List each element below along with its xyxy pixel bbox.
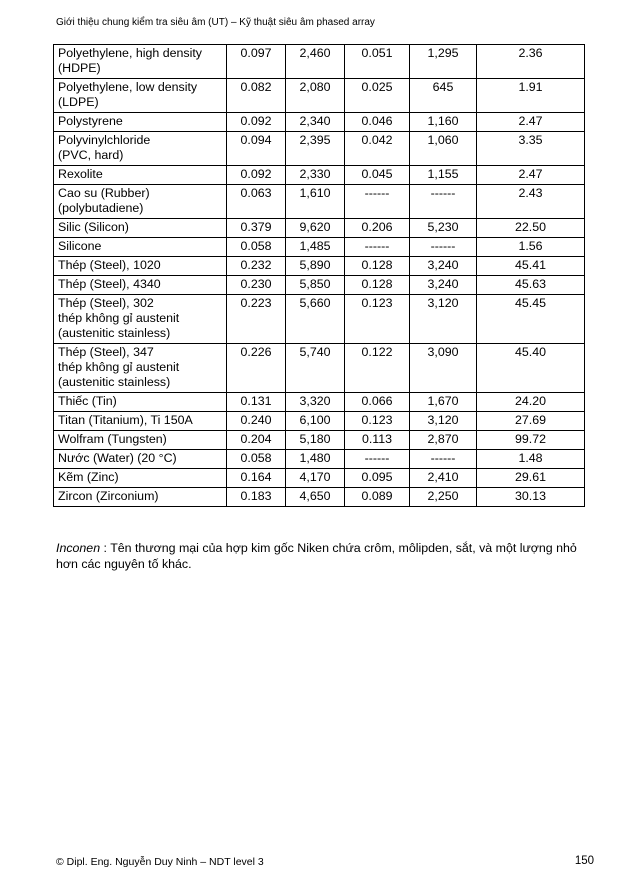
value-cell: 0.226 [227, 344, 286, 393]
value-cell: 2,340 [286, 113, 345, 132]
value-cell: 0.092 [227, 166, 286, 185]
value-cell: 0.095 [345, 469, 410, 488]
value-cell: 1,485 [286, 238, 345, 257]
value-cell: ------ [345, 238, 410, 257]
value-cell: 2,395 [286, 132, 345, 166]
table-row [54, 450, 585, 469]
value-cell: 2.43 [477, 185, 585, 219]
value-cell: 2,330 [286, 166, 345, 185]
table-row [54, 412, 585, 431]
value-cell: 3,240 [410, 257, 477, 276]
value-cell: 0.379 [227, 219, 286, 238]
value-cell: 645 [410, 79, 477, 113]
value-cell: 3,240 [410, 276, 477, 295]
table-row [54, 344, 585, 393]
value-cell: 30.13 [477, 488, 585, 507]
value-cell: 1,160 [410, 113, 477, 132]
value-cell: 0.240 [227, 412, 286, 431]
material-name-cell: Wolfram (Tungsten) [54, 431, 227, 450]
value-cell: 1,610 [286, 185, 345, 219]
materials-table-body [54, 45, 585, 507]
table-row [54, 45, 585, 79]
material-name-cell: Cao su (Rubber) (polybutadiene) [54, 185, 227, 219]
table-row [54, 219, 585, 238]
material-name-cell: Polyethylene, high density (HDPE) [54, 45, 227, 79]
value-cell: 0.230 [227, 276, 286, 295]
material-name-cell: Silicone [54, 238, 227, 257]
material-name-cell: Polyvinylchloride (PVC, hard) [54, 132, 227, 166]
value-cell: 0.128 [345, 276, 410, 295]
page-header: Giới thiệu chung kiểm tra siêu âm (UT) – Kỹ thuật siêu âm phased array [56, 17, 375, 28]
value-cell: 0.183 [227, 488, 286, 507]
value-cell: 0.123 [345, 295, 410, 344]
value-cell: 2.47 [477, 113, 585, 132]
value-cell: 0.094 [227, 132, 286, 166]
value-cell: 5,180 [286, 431, 345, 450]
value-cell: 45.45 [477, 295, 585, 344]
value-cell: 2.47 [477, 166, 585, 185]
value-cell: ------ [345, 185, 410, 219]
value-cell: 0.123 [345, 412, 410, 431]
value-cell: 0.206 [345, 219, 410, 238]
table-row [54, 166, 585, 185]
footer-copyright: © Dipl. Eng. Nguyễn Duy Ninh – NDT level 3 [56, 856, 264, 868]
table-row [54, 276, 585, 295]
value-cell: 0.204 [227, 431, 286, 450]
value-cell: 0.164 [227, 469, 286, 488]
value-cell: 0.128 [345, 257, 410, 276]
value-cell: 0.092 [227, 113, 286, 132]
value-cell: 0.051 [345, 45, 410, 79]
value-cell: 0.113 [345, 431, 410, 450]
value-cell: 0.046 [345, 113, 410, 132]
value-cell: 22.50 [477, 219, 585, 238]
value-cell: 99.72 [477, 431, 585, 450]
value-cell: ------ [410, 185, 477, 219]
value-cell: 0.097 [227, 45, 286, 79]
value-cell: 0.042 [345, 132, 410, 166]
material-name-cell: Kẽm (Zinc) [54, 469, 227, 488]
value-cell: 5,890 [286, 257, 345, 276]
value-cell: 45.63 [477, 276, 585, 295]
material-name-cell: Thép (Steel), 4340 [54, 276, 227, 295]
value-cell: 2,250 [410, 488, 477, 507]
value-cell: 0.058 [227, 238, 286, 257]
value-cell: 27.69 [477, 412, 585, 431]
material-name-cell: Polyethylene, low density (LDPE) [54, 79, 227, 113]
value-cell: 1.56 [477, 238, 585, 257]
table-row [54, 113, 585, 132]
value-cell: 9,620 [286, 219, 345, 238]
table-row [54, 488, 585, 507]
value-cell: ------ [345, 450, 410, 469]
value-cell: 0.045 [345, 166, 410, 185]
value-cell: 3,090 [410, 344, 477, 393]
material-name-cell: Zircon (Zirconium) [54, 488, 227, 507]
page-number: 150 [574, 855, 594, 867]
value-cell: 45.40 [477, 344, 585, 393]
note-term: Inconen [56, 541, 101, 555]
value-cell: 2,870 [410, 431, 477, 450]
table-row [54, 238, 585, 257]
value-cell: 5,850 [286, 276, 345, 295]
value-cell: 0.025 [345, 79, 410, 113]
value-cell: 3,120 [410, 412, 477, 431]
value-cell: 0.063 [227, 185, 286, 219]
material-name-cell: Rexolite [54, 166, 227, 185]
note-text: : Tên thương mại của hợp kim gốc Niken chứa crôm, môlipden, sắt, và một lượng nhỏ hơn các nguyên tố khác. [56, 541, 577, 571]
table-row [54, 469, 585, 488]
material-name-cell: Thép (Steel), 1020 [54, 257, 227, 276]
value-cell: 1,155 [410, 166, 477, 185]
value-cell: 1,060 [410, 132, 477, 166]
value-cell: ------ [410, 238, 477, 257]
value-cell: 5,740 [286, 344, 345, 393]
material-name-cell: Silic (Silicon) [54, 219, 227, 238]
value-cell: 1.91 [477, 79, 585, 113]
value-cell: 2,080 [286, 79, 345, 113]
value-cell: 0.066 [345, 393, 410, 412]
value-cell: 5,660 [286, 295, 345, 344]
value-cell: 3,320 [286, 393, 345, 412]
material-name-cell: Nước (Water) (20 °C) [54, 450, 227, 469]
value-cell: 45.41 [477, 257, 585, 276]
value-cell: 0.058 [227, 450, 286, 469]
value-cell: 6,100 [286, 412, 345, 431]
material-name-cell: Thiếc (Tin) [54, 393, 227, 412]
value-cell: 0.232 [227, 257, 286, 276]
value-cell: 24.20 [477, 393, 585, 412]
value-cell: 4,650 [286, 488, 345, 507]
value-cell: 3,120 [410, 295, 477, 344]
value-cell: 0.223 [227, 295, 286, 344]
material-name-cell: Titan (Titanium), Ti 150A [54, 412, 227, 431]
value-cell: 29.61 [477, 469, 585, 488]
table-row [54, 431, 585, 450]
value-cell: 2.36 [477, 45, 585, 79]
value-cell: 1,670 [410, 393, 477, 412]
materials-table [53, 44, 585, 507]
value-cell: 1,480 [286, 450, 345, 469]
value-cell: 0.082 [227, 79, 286, 113]
value-cell: 1,295 [410, 45, 477, 79]
table-row [54, 132, 585, 166]
value-cell: 2,460 [286, 45, 345, 79]
table-row [54, 295, 585, 344]
value-cell: 0.131 [227, 393, 286, 412]
value-cell: 2,410 [410, 469, 477, 488]
material-name-cell: Thép (Steel), 302 thép không gỉ austenit (austenitic stainless) [54, 295, 227, 344]
value-cell: 0.122 [345, 344, 410, 393]
table-row [54, 79, 585, 113]
value-cell: 1.48 [477, 450, 585, 469]
material-name-cell: Thép (Steel), 347 thép không gỉ austenit (austenitic stainless) [54, 344, 227, 393]
value-cell: 0.089 [345, 488, 410, 507]
material-name-cell: Polystyrene [54, 113, 227, 132]
value-cell: 4,170 [286, 469, 345, 488]
value-cell: ------ [410, 450, 477, 469]
table-row [54, 393, 585, 412]
value-cell: 3.35 [477, 132, 585, 166]
value-cell: 5,230 [410, 219, 477, 238]
table-row [54, 185, 585, 219]
note-paragraph [56, 540, 596, 572]
table-row [54, 257, 585, 276]
